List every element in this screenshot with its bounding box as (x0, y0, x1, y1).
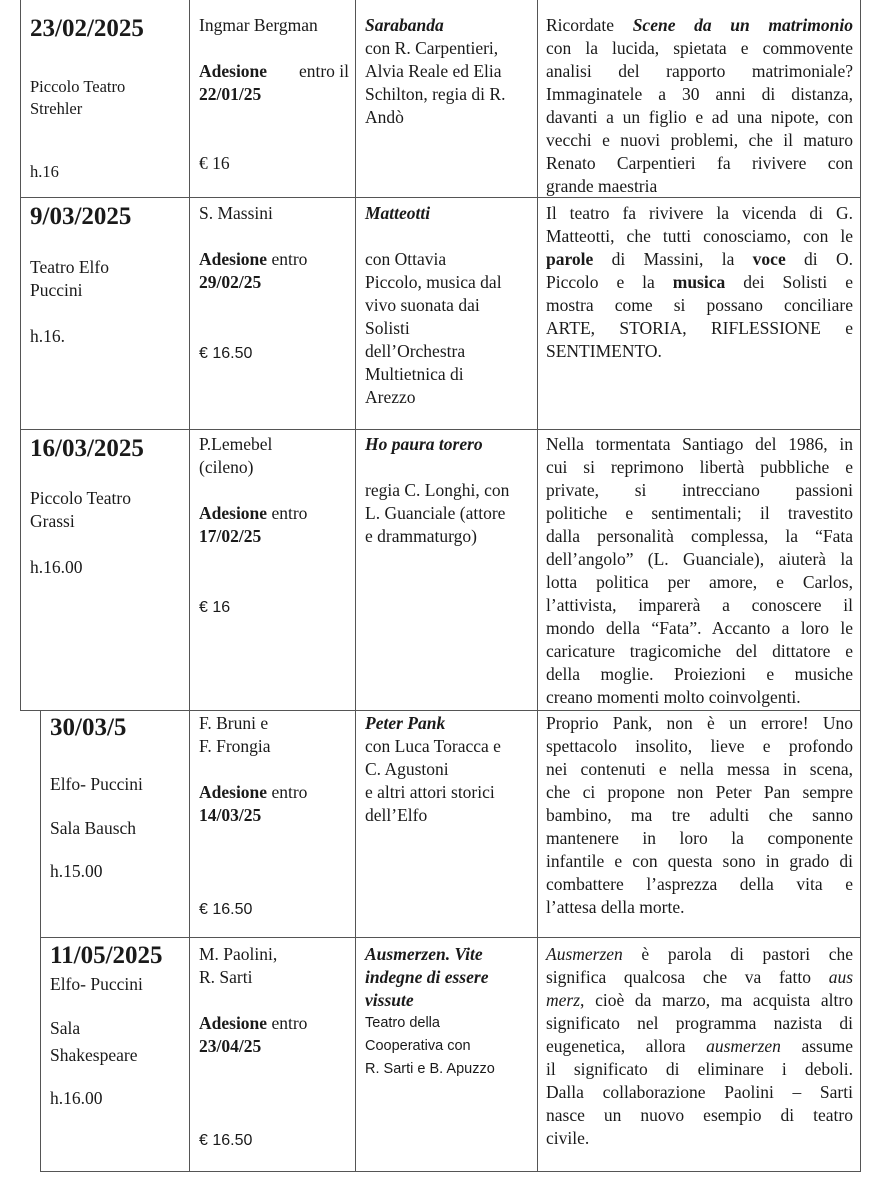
desc-line: Ricordate Scene da un matrimonio (546, 15, 853, 35)
desc-line: creano momenti molto coinvolgenti. (546, 687, 801, 707)
event-credits: Andò (365, 107, 404, 127)
desc-line: combattere l’asprezza della vita e (546, 874, 853, 894)
desc-line: che ci propone non Peter Pan sempre (546, 782, 853, 802)
desc-line: Matteotti, che tutti conosciamo, con le (546, 226, 853, 246)
desc-line: SENTIMENTO. (546, 341, 662, 361)
grid-line (355, 0, 356, 1172)
event-venue: Piccolo Teatro (30, 488, 131, 508)
desc-line: davanti a un figlio e ad una nipote, con (546, 107, 853, 127)
event-credits: Solisti (365, 318, 410, 338)
event-credits: dell’Orchestra (365, 341, 466, 361)
event-credits: Multietnica di (365, 364, 464, 384)
event-deadline: 29/02/25 (199, 272, 262, 292)
event-title: Sarabanda (365, 15, 444, 35)
desc-line: nei contenuti e nella messa in scena, (546, 759, 853, 779)
event-venue: Piccolo Teatro (30, 77, 126, 96)
event-venue: Sala (50, 1018, 81, 1038)
desc-line: private, si intrecciano passioni (546, 480, 853, 500)
event-price: € 16.50 (199, 345, 253, 362)
event-credits: dell’Elfo (365, 805, 428, 825)
desc-line: della moglie. Proiezioni e musiche (546, 664, 853, 684)
event-deadline: 23/04/25 (199, 1036, 262, 1056)
event-price: € 16.50 (199, 1132, 253, 1149)
event-credits: regia C. Longhi, con (365, 480, 510, 500)
event-title: indegne di essere (365, 967, 489, 987)
event-time: h.15.00 (50, 861, 103, 881)
grid-line (189, 0, 190, 1172)
desc-line: politiche e sentimentali; il travestito (546, 503, 853, 523)
event-adesione: Adesione entro (199, 249, 308, 269)
event-author: R. Sarti (199, 967, 253, 987)
desc-line: il significato di eliminare i deboli. (546, 1059, 853, 1079)
event-credits: Alvia Reale ed Elia (365, 61, 502, 81)
desc-line: Renato Carpentieri fa rivivere con (546, 153, 853, 173)
event-time: h.16 (30, 162, 59, 181)
event-venue: Teatro Elfo (30, 257, 109, 277)
desc-line: caricature tragicomiche del dittatore e (546, 641, 853, 661)
event-price: € 16 (199, 153, 230, 173)
event-credits: Cooperativa con (365, 1038, 471, 1054)
event-date: 11/05/2025 (50, 942, 163, 969)
event-author: Ingmar Bergman (199, 15, 318, 35)
event-time: h.16.00 (50, 1088, 103, 1108)
event-title: Matteotti (365, 203, 431, 223)
desc-line: dalla personalità complessa, la “Fata (546, 526, 853, 546)
desc-line: Il teatro fa rivivere la vicenda di G. (546, 203, 853, 223)
event-author: F. Frongia (199, 736, 271, 756)
grid-line (40, 1171, 861, 1172)
desc-line: analisi del rapporto matrimoniale? (546, 61, 853, 81)
event-time: h.16. (30, 326, 65, 346)
desc-line: mostra come si possano conciliare (546, 295, 853, 315)
event-adesione: Adesione entro (199, 782, 308, 802)
event-credits: Schilton, regia di R. (365, 84, 506, 104)
event-venue: Elfo- Puccini (50, 974, 143, 994)
event-adesione (199, 60, 349, 83)
event-adesione: Adesione entro (199, 503, 308, 523)
adesione-text: entro il (298, 61, 349, 81)
desc-line: l’attivista, imparerà a conoscere il (546, 595, 853, 615)
desc-line: Dalla collaborazione Paolini – Sarti (546, 1082, 853, 1102)
event-credits: C. Agustoni (365, 759, 449, 779)
desc-line: civile. (546, 1128, 590, 1148)
desc-line: nasce un nuovo esempio di teatro (546, 1105, 853, 1125)
desc-line: merz, cioè da marzo, ma acquista altro (546, 990, 853, 1010)
event-venue: Elfo- Puccini (50, 774, 143, 794)
grid-line (40, 937, 861, 938)
desc-line: ARTE, STORIA, RIFLESSIONE e (546, 318, 853, 338)
event-title: Ho paura torero (365, 434, 483, 454)
desc-line: eugenetica, allora ausmerzen assume (546, 1036, 853, 1056)
event-author: M. Paolini, (199, 944, 278, 964)
event-title: vissute (365, 990, 414, 1010)
desc-line: significato nel programma nazista di (546, 1013, 853, 1033)
event-venue: Strehler (30, 99, 83, 118)
event-venue: Puccini (30, 280, 83, 300)
event-venue: Shakespeare (50, 1045, 138, 1065)
event-adesione: Adesione entro (199, 1013, 308, 1033)
event-author: F. Bruni e (199, 713, 269, 733)
event-credits: Arezzo (365, 387, 416, 407)
event-time: h.16.00 (30, 557, 83, 577)
desc-line: Piccolo e la musica dei Solisti e (546, 272, 853, 292)
desc-line: cui si reprimono libertà pubbliche e (546, 457, 853, 477)
desc-line: Nella tormentata Santiago del 1986, in (546, 434, 853, 454)
desc-line: Ausmerzen è parola di pastori che (546, 944, 853, 964)
event-deadline: 14/03/25 (199, 805, 262, 825)
event-venue: Sala Bausch (50, 818, 137, 838)
desc-line: bambino, ma tre adulti che sanno (546, 805, 853, 825)
desc-line: parole di Massini, la voce di O. (546, 249, 853, 269)
event-credits: Piccolo, musica dal (365, 272, 502, 292)
event-credits: con Luca Toracca e (365, 736, 501, 756)
grid-line (40, 710, 41, 1172)
event-author: (cileno) (199, 457, 254, 477)
event-date: 9/03/2025 (30, 203, 132, 230)
event-credits: L. Guanciale (attore (365, 503, 506, 523)
desc-line: Proprio Pank, non è un errore! Uno (546, 713, 853, 733)
event-credits: e altri attori storici (365, 782, 495, 802)
event-deadline: 22/01/25 (199, 84, 262, 104)
desc-line: significa qualcosa che va fatto aus (546, 967, 853, 987)
event-price: € 16.50 (199, 901, 253, 918)
desc-line: vecchi e nuovi problemi, che il maturo (546, 130, 853, 150)
event-title: Ausmerzen. Vite (365, 944, 483, 964)
event-venue: Grassi (30, 511, 75, 531)
grid-line (537, 0, 538, 1172)
desc-line: infantile e con questa sono in grado di (546, 851, 853, 871)
desc-line: con la lucida, spietata e commovente (546, 38, 853, 58)
desc-line: lotta politica per amore, e Carlos, (546, 572, 853, 592)
event-credits: con R. Carpentieri, (365, 38, 499, 58)
desc-line: l’attesa della morte. (546, 897, 685, 917)
event-author: P.Lemebel (199, 434, 273, 454)
event-date: 16/03/2025 (30, 435, 144, 462)
desc-line: spettacolo insolito, lieve e profondo (546, 736, 853, 756)
adesione-label: Adesione (199, 61, 268, 81)
grid-line (20, 429, 861, 430)
event-price: € 16 (199, 599, 231, 616)
event-date: 30/03/5 (50, 714, 127, 741)
event-credits: vivo suonata dai (365, 295, 480, 315)
desc-line: mantenere in loro la componente (546, 828, 853, 848)
event-title: Peter Pank (365, 713, 446, 733)
grid-line (20, 0, 21, 710)
event-credits: Teatro della (365, 1015, 440, 1031)
event-author: S. Massini (199, 203, 273, 223)
event-credits: e drammaturgo) (365, 526, 477, 546)
grid-line (860, 0, 861, 1172)
event-credits: con Ottavia (365, 249, 447, 269)
event-deadline: 17/02/25 (199, 526, 262, 546)
desc-line: Immaginatele a 30 anni di distanza, (546, 84, 853, 104)
event-credits: R. Sarti e B. Apuzzo (365, 1061, 495, 1077)
event-date: 23/02/2025 (30, 15, 144, 42)
desc-line: mondo della “Fata”. Accanto a loro le (546, 618, 853, 638)
desc-line: dell’angolo” (L. Guanciale), aiuterà la (546, 549, 853, 569)
desc-line: grande maestria (546, 176, 658, 196)
grid-line (20, 710, 861, 711)
